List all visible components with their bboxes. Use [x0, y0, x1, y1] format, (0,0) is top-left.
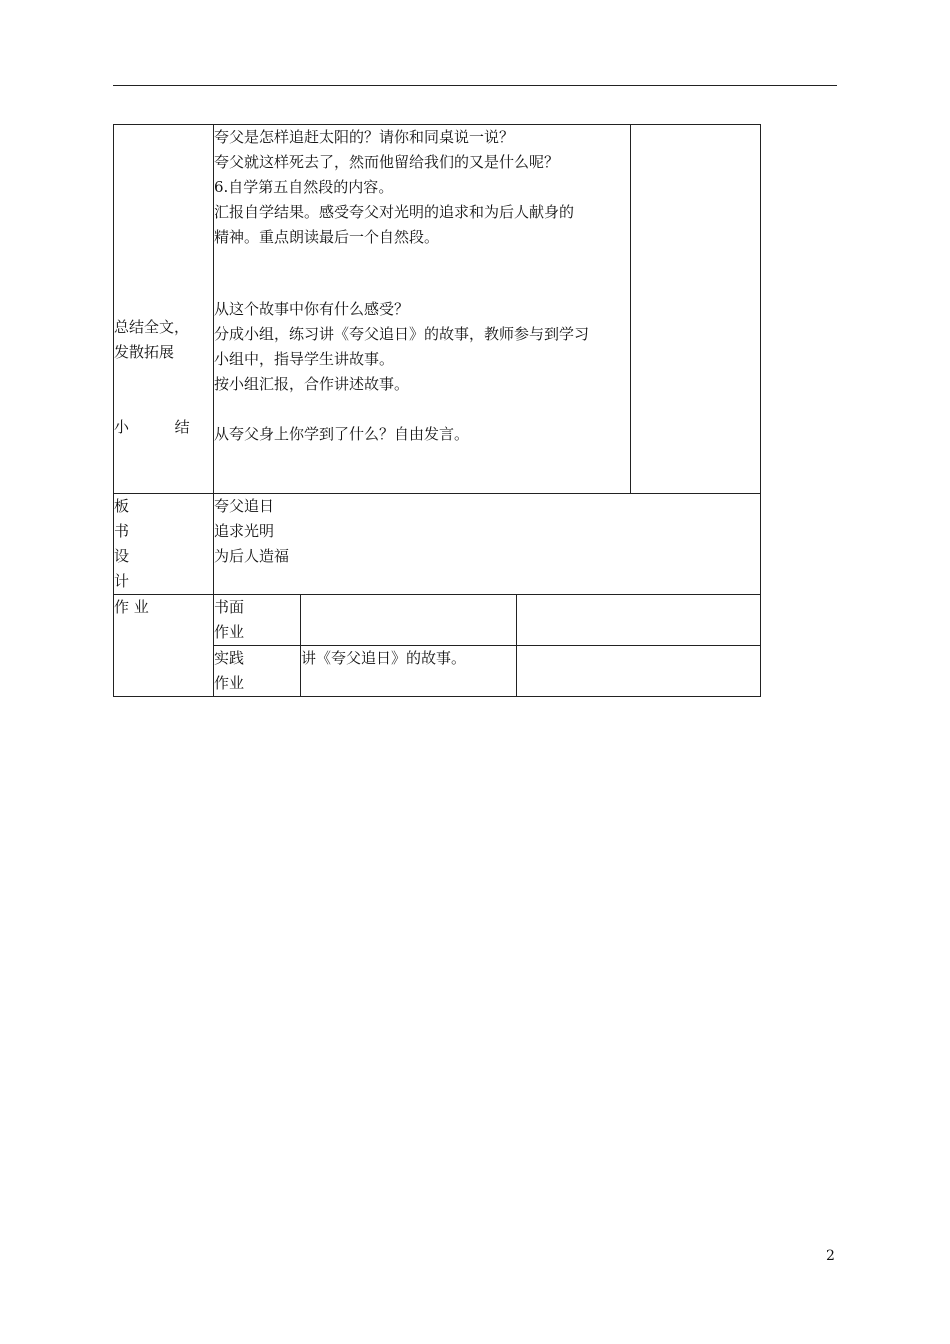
notes-cell — [631, 125, 761, 494]
homework-label: 作 业 — [114, 598, 149, 616]
board-design-content-cell — [214, 494, 761, 595]
stage-xiao: 小 — [114, 418, 130, 436]
content-line-1: 夸父是怎样追赶太阳的？请你和同桌说一说？ — [214, 128, 515, 146]
content-line-6: 从这个故事中你有什么感受？ — [214, 300, 410, 318]
stage-jie: 结 — [174, 418, 190, 436]
content-line-7: 分成小组，练习讲《夸父追日》的故事，教师参与到学习 — [214, 325, 590, 343]
lesson-plan-table — [113, 124, 761, 697]
practice-label-line2: 作业 — [214, 674, 245, 692]
practice-label-line1: 实践 — [214, 649, 245, 667]
written-homework-label-cell — [214, 595, 301, 646]
stage-label-cell — [114, 125, 214, 494]
content-line-5: 精神。重点朗读最后一个自然段。 — [214, 228, 440, 246]
homework-written-row — [114, 595, 761, 646]
practice-homework-label-cell — [214, 646, 301, 697]
practice-homework-content: 讲《夸父追日》的故事。 — [301, 649, 467, 667]
board-label-char-2: 书 — [114, 522, 130, 540]
board-line-2: 追求光明 — [214, 522, 275, 540]
stage-summary-line1: 总结全文， — [114, 318, 190, 336]
practice-homework-content-cell — [301, 646, 517, 697]
content-line-9: 按小组汇报，合作讲述故事。 — [214, 375, 410, 393]
content-line-10: 从夸父身上你学到了什么？自由发言。 — [214, 425, 470, 443]
header-rule — [113, 85, 837, 86]
practice-homework-notes-cell — [517, 646, 761, 697]
written-homework-content-cell — [301, 595, 517, 646]
teaching-content-cell — [214, 125, 631, 494]
content-line-2: 夸父就这样死去了，然而他留给我们的又是什么呢？ — [214, 153, 560, 171]
board-label-char-1: 板 — [114, 497, 130, 515]
content-line-3: 6.自学第五自然段的内容。 — [214, 178, 394, 196]
board-line-3: 为后人造福 — [214, 547, 290, 565]
stage-xiaojie — [114, 415, 213, 440]
stage-summary-line2: 发散拓展 — [114, 343, 175, 361]
board-label-char-4: 计 — [114, 572, 130, 590]
page-number: 2 — [826, 1248, 835, 1264]
written-label-line1: 书面 — [214, 598, 245, 616]
content-line-8: 小组中，指导学生讲故事。 — [214, 350, 395, 368]
board-design-label-cell — [114, 494, 214, 595]
board-label-char-3: 设 — [114, 547, 130, 565]
written-homework-notes-cell — [517, 595, 761, 646]
board-line-1: 夸父追日 — [214, 497, 275, 515]
written-label-line2: 作业 — [214, 623, 245, 641]
board-design-row — [114, 494, 761, 595]
lesson-process-row — [114, 125, 761, 494]
homework-label-cell — [114, 595, 214, 697]
content-line-4: 汇报自学结果。感受夸父对光明的追求和为后人献身的 — [214, 203, 575, 221]
